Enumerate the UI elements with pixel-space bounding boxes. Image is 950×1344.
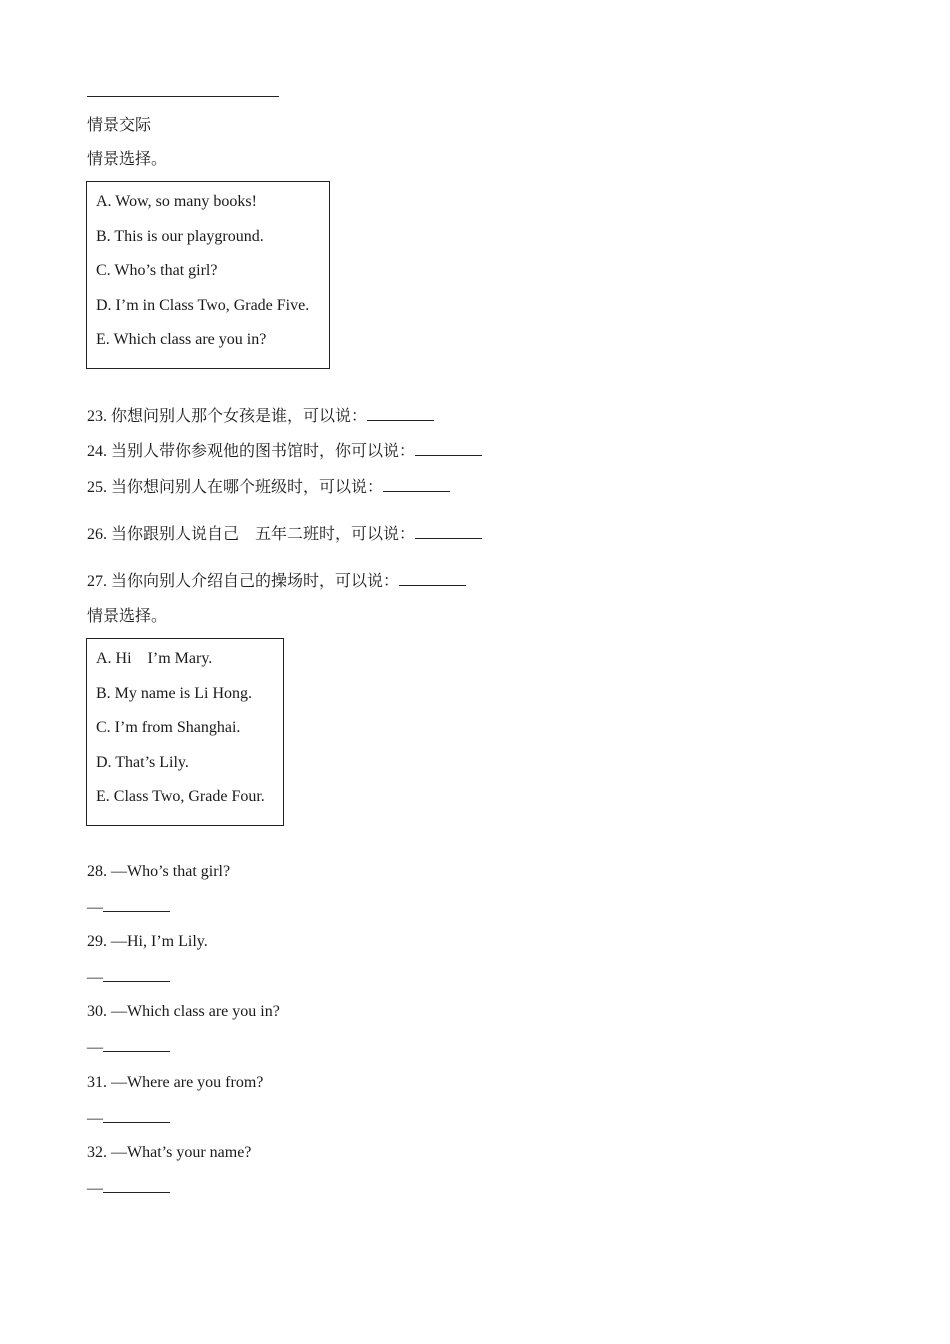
question-27-text: 27. 当你向别人介绍自己的操场时，可以说： — [87, 573, 400, 590]
answer-blank-25[interactable] — [383, 477, 450, 492]
dialogue-30-dash: — — [87, 1039, 103, 1056]
question-25-text: 25. 当你想问别人在哪个班级时，可以说： — [87, 479, 384, 496]
question-23 — [87, 406, 434, 427]
question-24 — [87, 441, 482, 462]
part2-instruction: 情景选择。 — [87, 608, 168, 625]
part2-option-c: C. I’m from Shanghai. — [96, 719, 241, 736]
part2-option-d: D. That’s Lily. — [96, 754, 189, 771]
answer-blank-23[interactable] — [367, 406, 434, 421]
question-23-text: 23. 你想问别人那个女孩是谁，可以说： — [87, 408, 368, 425]
answer-blank-32[interactable] — [103, 1178, 170, 1193]
part1-instruction: 情景选择。 — [87, 151, 168, 168]
part2-options-box — [86, 638, 284, 826]
part1-option-c: C. Who’s that girl? — [96, 262, 218, 279]
answer-blank-31[interactable] — [103, 1108, 170, 1123]
answer-blank-26[interactable] — [415, 524, 482, 539]
part1-option-d: D. I’m in Class Two, Grade Five. — [96, 297, 310, 314]
answer-blank-24[interactable] — [415, 441, 482, 456]
dialogue-28-answer — [87, 897, 170, 918]
part1-option-a: A. Wow, so many books! — [96, 193, 257, 210]
question-26 — [87, 524, 482, 545]
question-25 — [87, 477, 450, 498]
part2-option-b: B. My name is Li Hong. — [96, 685, 252, 702]
question-24-text: 24. 当别人带你参观他的图书馆时，你可以说： — [87, 443, 416, 460]
dialogue-28-prompt: 28. —Who’s that girl? — [87, 863, 231, 880]
question-26-text: 26. 当你跟别人说自己 五年二班时，可以说： — [87, 526, 416, 543]
answer-blank-28[interactable] — [103, 897, 170, 912]
question-27 — [87, 571, 466, 592]
dialogue-32-prompt: 32. —What’s your name? — [87, 1144, 252, 1161]
section-title: 情景交际 — [87, 117, 152, 134]
dialogue-31-dash: — — [87, 1110, 103, 1127]
part1-options-box — [86, 181, 330, 369]
dialogue-31-answer — [87, 1108, 170, 1129]
part2-option-a: A. Hi I’m Mary. — [96, 650, 213, 667]
dialogue-32-answer — [87, 1178, 170, 1199]
answer-blank-27[interactable] — [399, 571, 466, 586]
dialogue-31-prompt: 31. —Where are you from? — [87, 1074, 264, 1091]
dialogue-29-answer — [87, 967, 170, 988]
dialogue-30-prompt: 30. —Which class are you in? — [87, 1003, 280, 1020]
dialogue-29-dash: — — [87, 969, 103, 986]
dialogue-32-dash: — — [87, 1180, 103, 1197]
answer-blank-29[interactable] — [103, 967, 170, 982]
dialogue-29-prompt: 29. —Hi, I’m Lily. — [87, 933, 208, 950]
part1-option-e: E. Which class are you in? — [96, 331, 267, 348]
dialogue-30-answer — [87, 1037, 170, 1058]
dialogue-28-dash: — — [87, 899, 103, 916]
answer-blank-30[interactable] — [103, 1037, 170, 1052]
part2-option-e: E. Class Two, Grade Four. — [96, 788, 265, 805]
part1-option-b: B. This is our playground. — [96, 228, 264, 245]
top-divider-line — [87, 96, 279, 97]
